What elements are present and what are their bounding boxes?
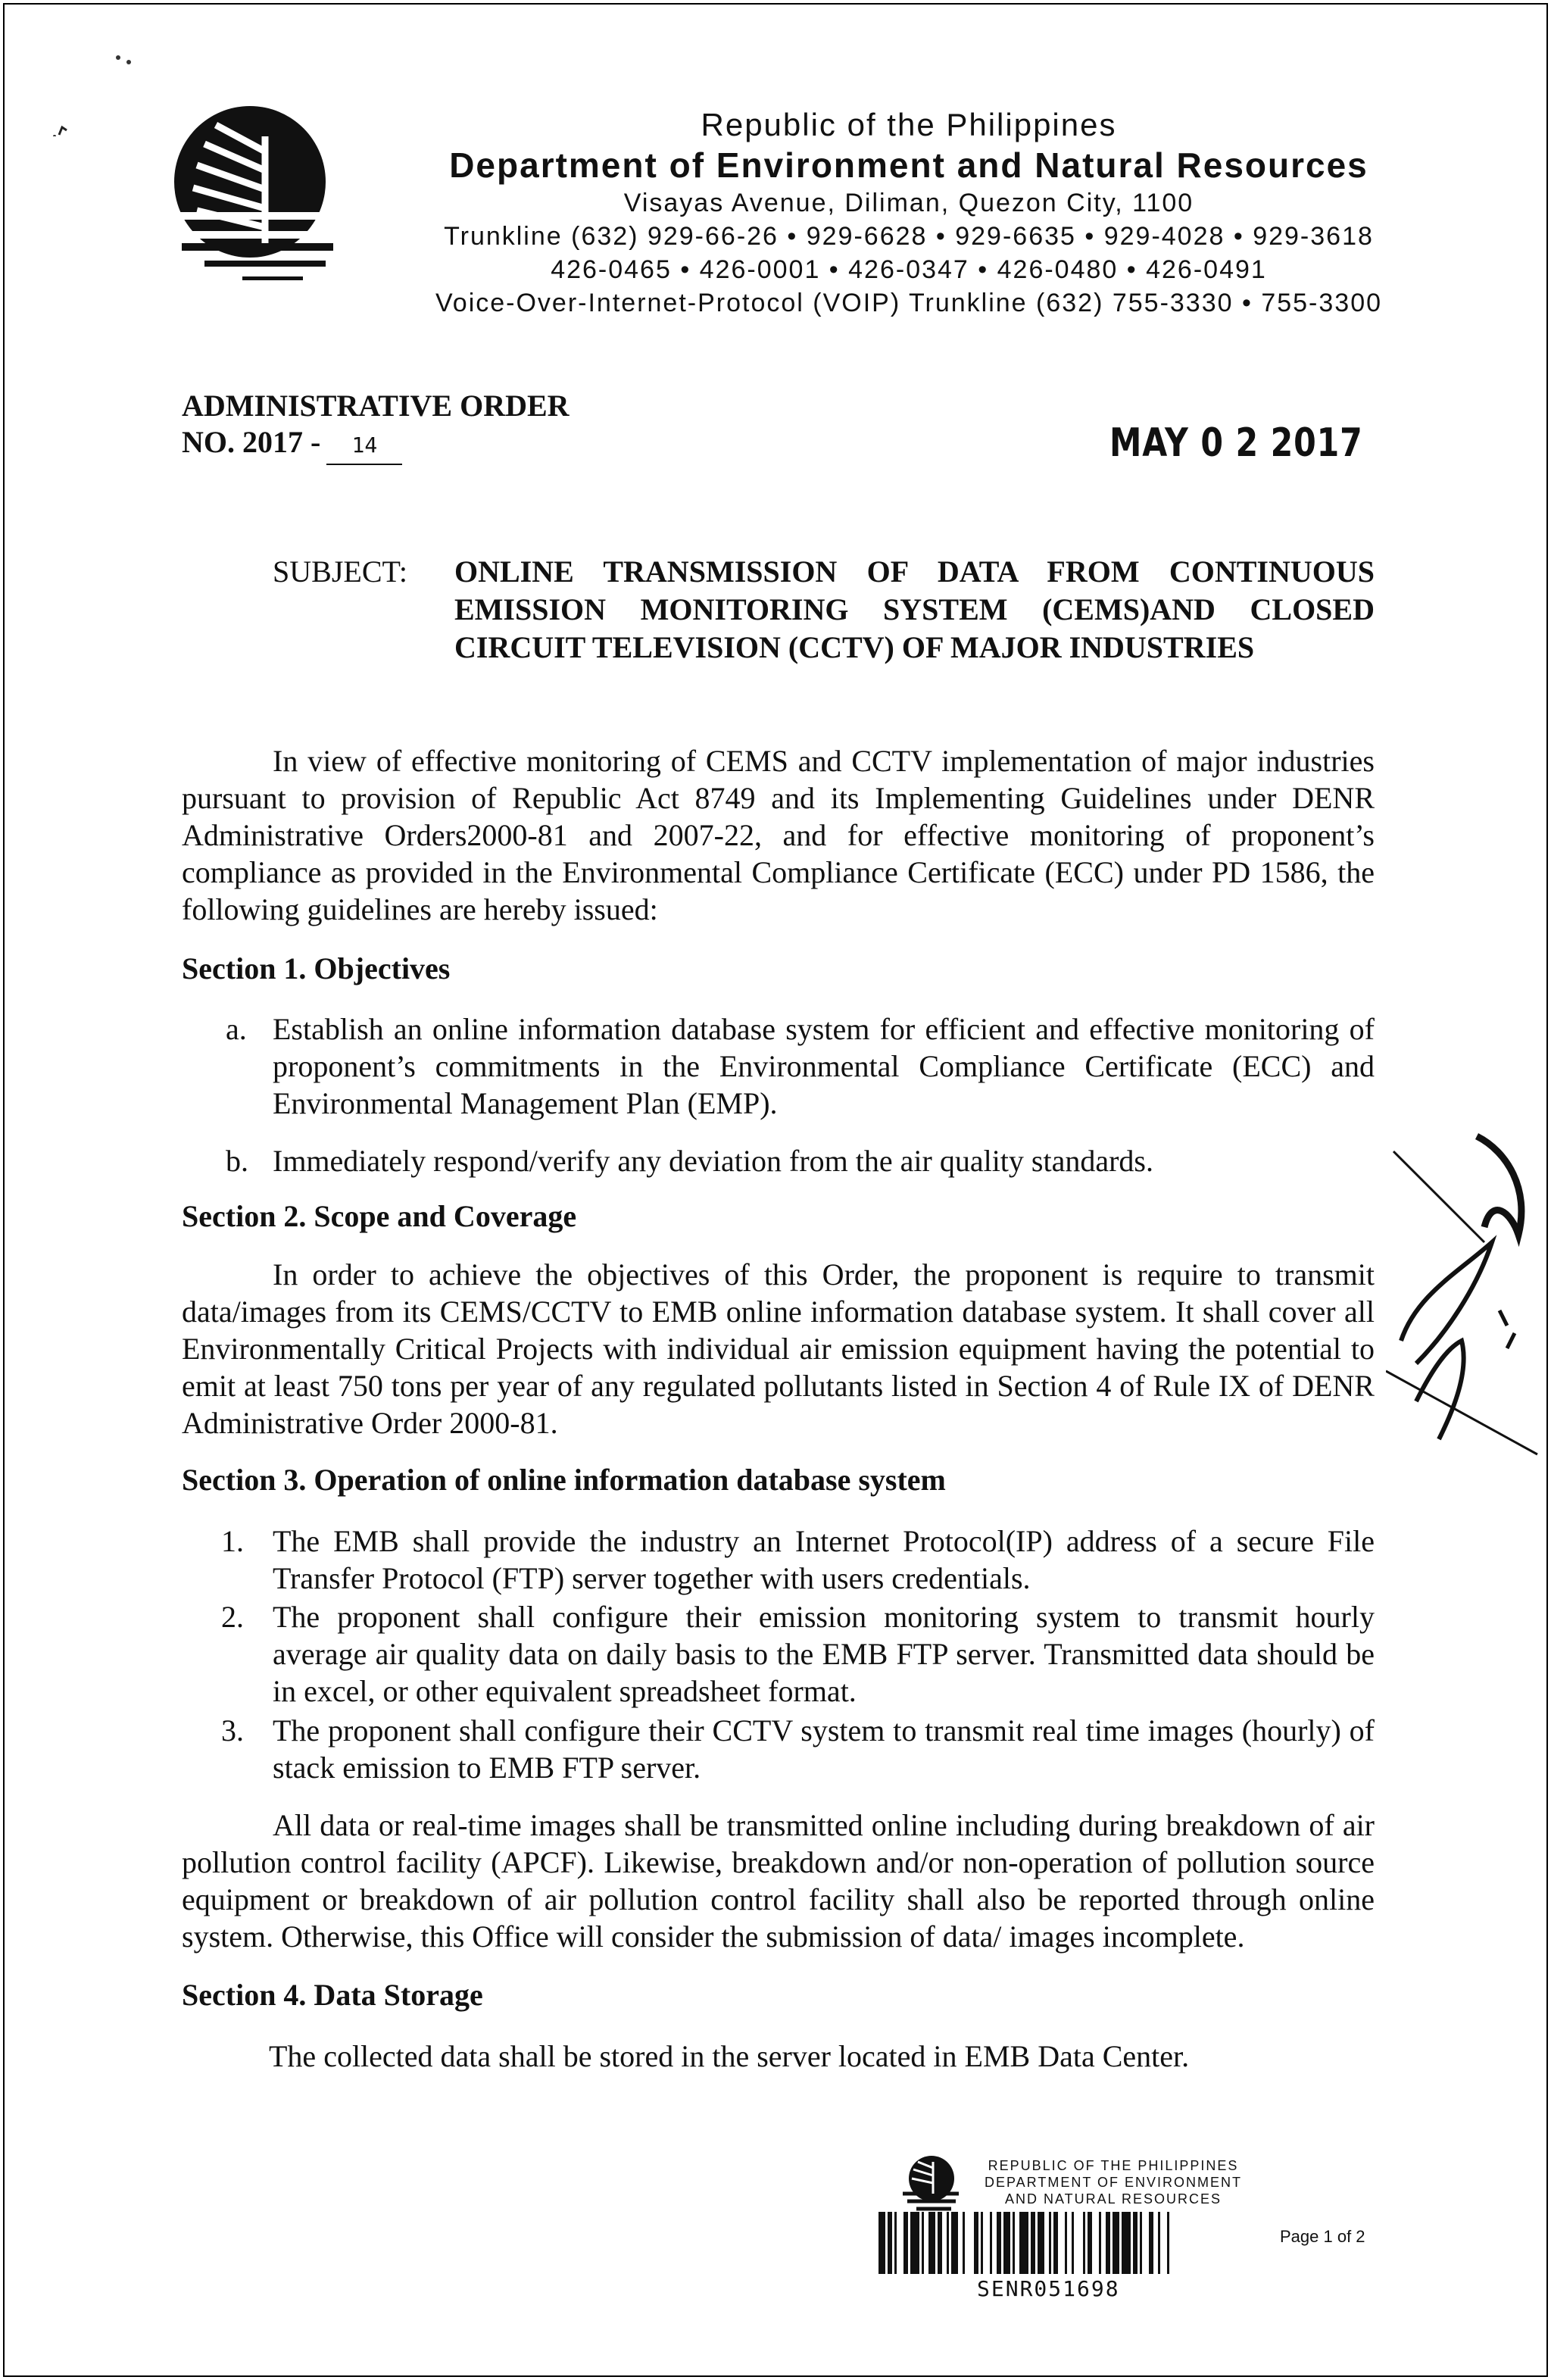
list-item: Establish an online information database system for efficient and effective monitoring of proponent’s commitments in the Environmental Compliance Certificate (ECC) and Environmental Management Plan (EMP). bbox=[273, 1012, 1375, 1120]
republic-line: Republic of the Philippines bbox=[701, 107, 1117, 142]
order-number bbox=[182, 424, 402, 465]
list-item: The proponent shall configure their CCTV system to transmit real time images (hourly) of stack emission to EMB FTP server. bbox=[273, 1713, 1375, 1785]
subject-label: SUBJECT: bbox=[273, 554, 408, 589]
department-name: Department of Environment and Natural Resources bbox=[449, 145, 1368, 185]
handwritten-initials bbox=[1386, 1121, 1545, 1470]
voip-line: Voice-Over-Internet-Protocol (VOIP) Trunkline (632) 755-3330 • 755-3300 bbox=[435, 289, 1383, 317]
list-marker: a. bbox=[226, 1012, 247, 1046]
stamp-line-2: DEPARTMENT OF ENVIRONMENT bbox=[984, 2175, 1243, 2190]
stamp-line-3: AND NATURAL RESOURCES bbox=[1004, 2191, 1222, 2207]
page-number: Page 1 of 2 bbox=[1280, 2227, 1365, 2246]
section-1-heading: Section 1. Objectives bbox=[182, 951, 451, 985]
barcode-icon bbox=[878, 2212, 1242, 2274]
list-item: The proponent shall configure their emission monitoring system to transmit hourly average air quality data on daily basis to the EMB FTP server. Transmitted data should be in excel, or other equivalent spreadsheet format. bbox=[273, 1600, 1375, 1708]
page-border bbox=[3, 3, 1548, 2377]
order-number-prefix: NO. 2017 - bbox=[182, 425, 321, 459]
list-item: The EMB shall provide the industry an Internet Protocol(IP) address of a secure File Transfer Protocol (FTP) server together with users credentials. bbox=[273, 1524, 1375, 1595]
order-title: ADMINISTRATIVE ORDER bbox=[182, 389, 570, 423]
order-number-handwritten: 14 bbox=[326, 427, 402, 465]
subject-text: ONLINE TRANSMISSION OF DATA FROM CONTINUOUS EMISSION MONITORING SYSTEM (CEMS)AND CLOSED CIRCUIT TELEVISION (CCTV) OF MAJOR INDUSTRIES bbox=[454, 554, 1375, 664]
intro-paragraph: In view of effective monitoring of CEMS and CCTV implementation of major industries pursuant to provision of Republic Act 8749 and its Implementing Guidelines under DENR Administrative Orders2000-81 and 2007-22, and for effective monitoring of proponent’s compliance as provided in the Environmental Compliance Certificate (ECC) under PD 1586, the following guidelines are hereby issued: bbox=[182, 744, 1375, 926]
denr-logo-icon bbox=[151, 98, 356, 280]
list-marker: 3. bbox=[221, 1713, 244, 1748]
list-marker: b. bbox=[226, 1144, 248, 1178]
address-line: Visayas Avenue, Diliman, Quezon City, 1100 bbox=[623, 189, 1194, 217]
stamp-logo-icon bbox=[894, 2151, 962, 2212]
section-2-heading: Section 2. Scope and Coverage bbox=[182, 1199, 577, 1233]
numbers-line: 426-0465 • 426-0001 • 426-0347 • 426-0480 • 426-0491 bbox=[551, 255, 1267, 284]
stamp-line-1: REPUBLIC OF THE PHILIPPINES bbox=[988, 2158, 1239, 2173]
date-stamp: MAY 0 2 2017 bbox=[1109, 420, 1363, 466]
trunkline-line: Trunkline (632) 929-66-26 • 929-6628 • 929-6635 • 929-4028 • 929-3618 bbox=[444, 222, 1374, 251]
stamp-text bbox=[962, 2157, 1265, 2207]
section-4-paragraph: The collected data shall be stored in the server located in EMB Data Center. bbox=[269, 2039, 1190, 2073]
section-2-paragraph: In order to achieve the objectives of this Order, the proponent is require to transmit data/images from its CEMS/CCTV to EMB online information database system. It shall cover all Environmentally Critical Projects with individual air emission equipment having the potential to emit at least 750 tons per year of any regulated pollutants listed in Section 4 of Rule IX of DENR Administrative Order 2000-81. bbox=[182, 1257, 1375, 1440]
list-marker: 2. bbox=[221, 1600, 244, 1634]
section-4-heading: Section 4. Data Storage bbox=[182, 1978, 483, 2012]
section-3-heading: Section 3. Operation of online information database system bbox=[182, 1463, 946, 1497]
list-item: Immediately respond/verify any deviation from the air quality standards. bbox=[273, 1144, 1153, 1178]
barcode-number: SENR051698 bbox=[977, 2276, 1120, 2301]
list-marker: 1. bbox=[221, 1524, 244, 1558]
letterhead bbox=[386, 106, 1431, 320]
section-3-closing: All data or real-time images shall be transmitted online including during breakdown of air pollution control facility (APCF). Likewise, breakdown and/or non-operation of pollution source equipment or breakdown of air pollution control facility shall also be reported through online system. Otherwise, this Office will consider the submission of data/ images incomplete. bbox=[182, 1808, 1375, 1954]
